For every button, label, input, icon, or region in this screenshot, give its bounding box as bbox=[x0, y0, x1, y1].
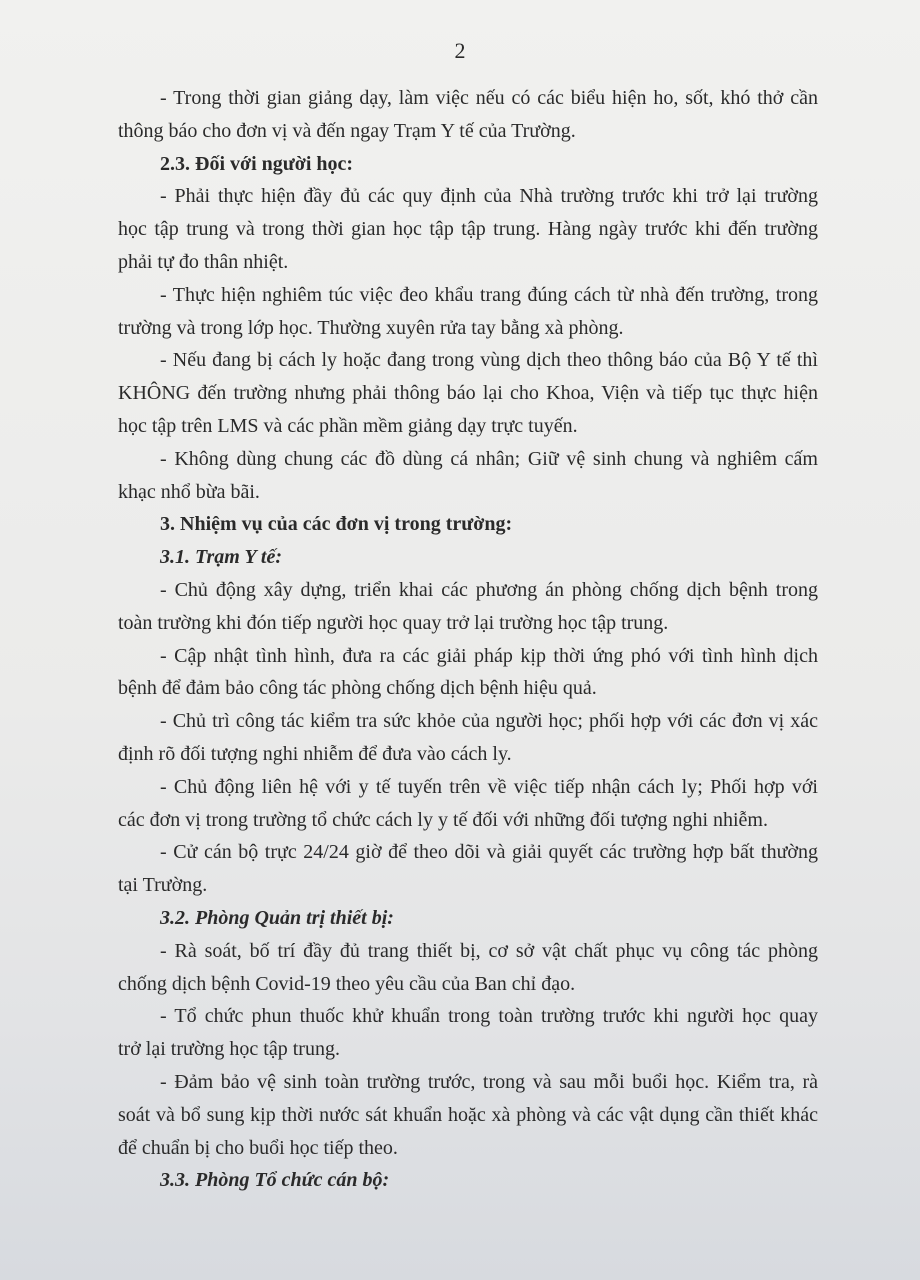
document-body bbox=[118, 82, 818, 1197]
paragraph bbox=[118, 640, 818, 706]
paragraph bbox=[118, 82, 818, 148]
paragraph-line: trường và trong lớp học. Thường xuyên rửa tay bằng xà phòng. bbox=[118, 316, 624, 339]
section-heading: 3. Nhiệm vụ của các đơn vị trong trường: bbox=[160, 513, 513, 536]
paragraph-line: KHÔNG đến trường nhưng phải thông báo lại cho Khoa, Viện và tiếp tục thực hiện bbox=[118, 382, 818, 405]
paragraph bbox=[118, 1066, 818, 1164]
paragraph-line: tại Trường. bbox=[118, 874, 208, 897]
paragraph-line: - Tổ chức phun thuốc khử khuẩn trong toàn trường trước khi người học quay bbox=[160, 1005, 818, 1028]
paragraph bbox=[118, 180, 818, 278]
paragraph bbox=[118, 705, 818, 771]
paragraph-line: - Cử cán bộ trực 24/24 giờ để theo dõi và giải quyết các trường hợp bất thường bbox=[160, 841, 818, 864]
paragraph-line: - Thực hiện nghiêm túc việc đeo khẩu trang đúng cách từ nhà đến trường, trong bbox=[160, 283, 818, 306]
paragraph-line: - Trong thời gian giảng dạy, làm việc nếu có các biểu hiện ho, sốt, khó thở cần bbox=[160, 87, 818, 109]
paragraph bbox=[118, 279, 818, 345]
paragraph-line: - Nếu đang bị cách ly hoặc đang trong vùng dịch theo thông báo của Bộ Y tế thì bbox=[160, 349, 818, 372]
section-heading: 2.3. Đối với người học: bbox=[160, 152, 354, 175]
paragraph-line: học tập trung và trong thời gian học tập tập trung. Hàng ngày trước khi đến trường bbox=[118, 218, 818, 241]
paragraph-line: toàn trường khi đón tiếp người học quay trở lại trường học tập trung. bbox=[118, 611, 669, 634]
paragraph-line: - Cập nhật tình hình, đưa ra các giải pháp kịp thời ứng phó với tình hình dịch bbox=[160, 644, 818, 667]
paragraph bbox=[118, 344, 818, 442]
paragraph-line: để chuẩn bị cho buổi học tiếp theo. bbox=[118, 1136, 398, 1159]
paragraph-line: - Chủ động xây dựng, triển khai các phương án phòng chống dịch bệnh trong bbox=[160, 578, 818, 601]
paragraph-line: - Không dùng chung các đồ dùng cá nhân; Giữ vệ sinh chung và nghiêm cấm bbox=[160, 447, 818, 470]
paragraph-line: - Chủ trì công tác kiểm tra sức khỏe của người học; phối hợp với các đơn vị xác bbox=[160, 710, 818, 733]
paragraph-line: bệnh để đảm bảo công tác phòng chống dịch bệnh hiệu quả. bbox=[118, 677, 597, 700]
paragraph bbox=[118, 1000, 818, 1066]
subsection-heading: 3.1. Trạm Y tế: bbox=[160, 546, 283, 569]
subsection-heading: 3.3. Phòng Tổ chức cán bộ: bbox=[160, 1169, 390, 1192]
paragraph-line: phải tự đo thân nhiệt. bbox=[118, 250, 289, 273]
paragraph-line: học tập trên LMS và các phần mềm giảng dạy trực tuyến. bbox=[118, 414, 578, 437]
paragraph bbox=[118, 574, 818, 640]
paragraph-line: các đơn vị trong trường tổ chức cách ly y tế đối với những đối tượng nghi nhiễm. bbox=[118, 808, 768, 831]
paragraph bbox=[118, 935, 818, 1001]
paragraph bbox=[118, 836, 818, 902]
paragraph-line: soát và bổ sung kịp thời nước sát khuẩn hoặc xà phòng và các vật dụng cần thiết khác bbox=[118, 1103, 818, 1126]
paragraph-line: - Đảm bảo vệ sinh toàn trường trước, trong và sau mỗi buổi học. Kiểm tra, rà bbox=[160, 1070, 818, 1093]
paragraph-line: định rõ đối tượng nghi nhiễm để đưa vào cách ly. bbox=[118, 742, 512, 765]
paragraph bbox=[118, 443, 818, 509]
subsection-heading: 3.2. Phòng Quản trị thiết bị: bbox=[160, 906, 394, 929]
paragraph-line: trở lại trường học tập trung. bbox=[118, 1038, 340, 1061]
paragraph-line: chống dịch bệnh Covid-19 theo yêu cầu của Ban chỉ đạo. bbox=[118, 972, 576, 995]
paragraph bbox=[118, 771, 818, 837]
paragraph-line: khạc nhổ bừa bãi. bbox=[118, 480, 260, 503]
paragraph-line: thông báo cho đơn vị và đến ngay Trạm Y tế của Trường. bbox=[118, 119, 576, 142]
page-number: 2 bbox=[454, 38, 466, 63]
paragraph-line: - Rà soát, bố trí đầy đủ trang thiết bị, cơ sở vật chất phục vụ công tác phòng bbox=[160, 939, 818, 962]
paragraph-line: - Chủ động liên hệ với y tế tuyến trên về việc tiếp nhận cách ly; Phối hợp với bbox=[160, 775, 818, 798]
paragraph-line: - Phải thực hiện đầy đủ các quy định của Nhà trường trước khi trở lại trường bbox=[160, 185, 818, 208]
